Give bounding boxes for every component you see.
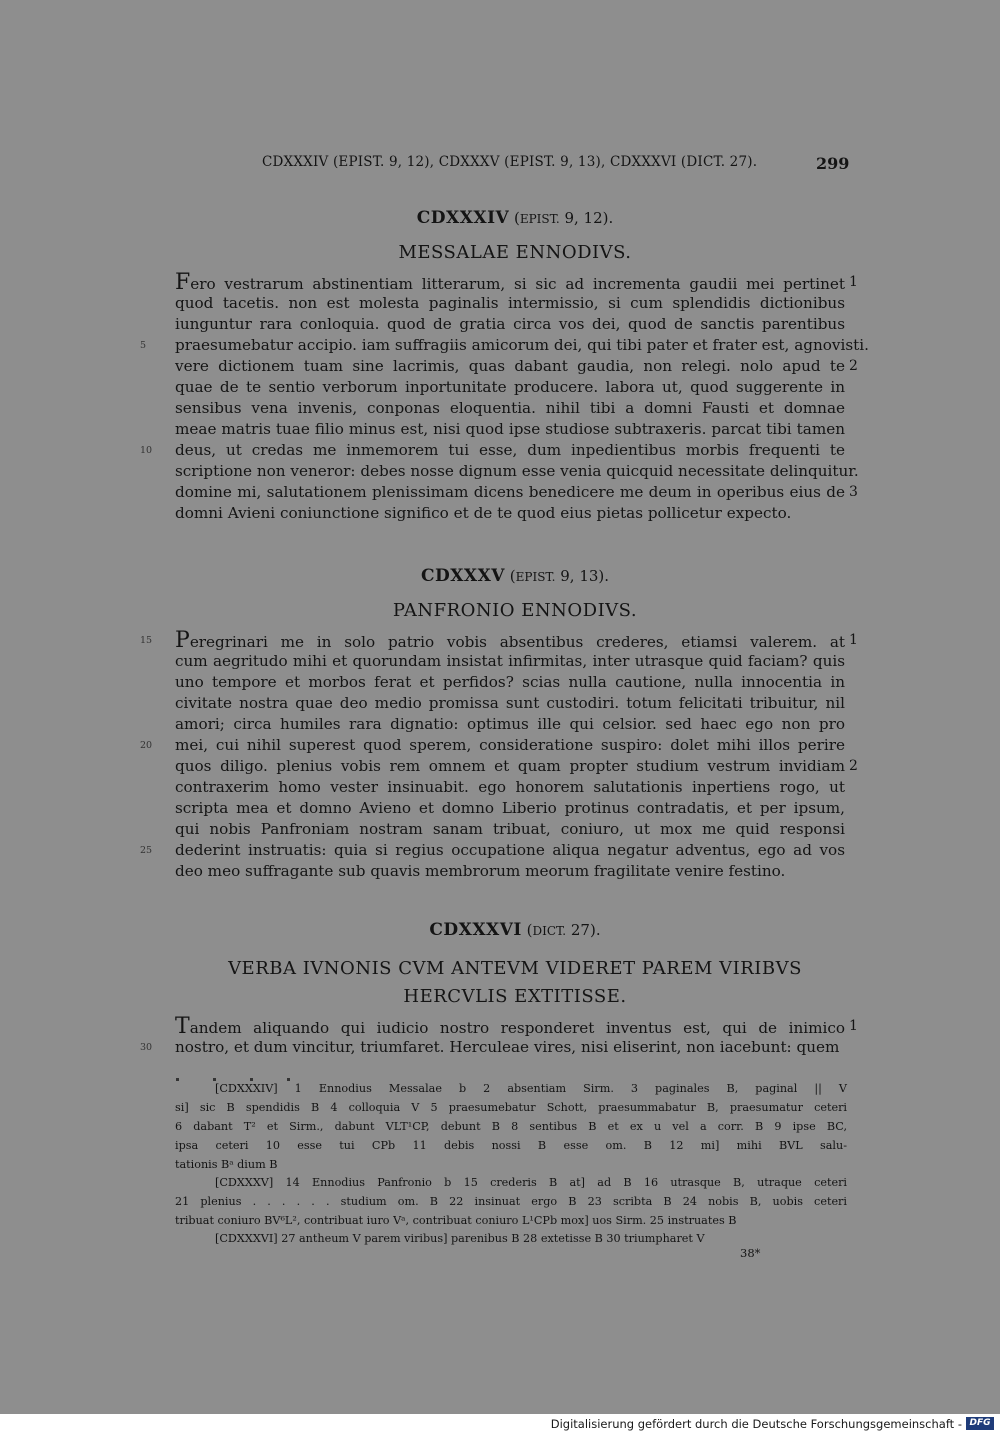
text-line [175,840,845,861]
line-text: domni Avieni coniunctione significo et de te quod eius pietas pollicetur expecto. [175,504,792,522]
paragraph-number: 1 [849,274,858,290]
line-text: civitate nostra quae deo medio promissa sunt custodiri. totum felicitati tribuitur, nil [175,694,845,712]
text-line [175,630,845,651]
line-number: 10 [140,445,153,456]
running-title: CDXXXIV (EPIST. 9, 12), CDXXXV (EPIST. 9, 13), CDXXXVI (DICT. 27). [262,154,758,170]
text-line [175,503,845,524]
section-heading-cdxxxv: CDXXXV (EPIST. 9, 13). [420,566,610,586]
line-number: 30 [140,1042,153,1053]
text-line [175,314,845,335]
text-line [175,377,845,398]
line-text: iunguntur rara conloquia. quod de gratia circa vos dei, quod de sanctis parentibus [175,315,845,333]
footer-bar [0,1414,1000,1434]
line-text: scripta mea et domno Avieno et domno Liberio protinus contradatis, et per ipsum, [175,799,845,817]
section-title: MESSALAE ENNODIVS. [398,242,632,263]
text-line [175,461,859,482]
apparatus-line: ipsa ceteri 10 esse tui CPb 11 debis nossi B esse om. B 12 mi] mihi BVL salu- [175,1139,847,1152]
line-text: dederint instruatis: quia si regius occupatione aliqua negatur adventus, ego ad vos [175,841,845,859]
signature-mark: 38* [740,1246,761,1260]
text-line [175,735,845,756]
line-text: quos diligo. plenius vobis rem omnem et quam propter studium vestrum invidiam [175,757,845,775]
apparatus-line: [CDXXXIV] 1 Ennodius Messalae b 2 absentiam Sirm. 3 paginales B, paginal || V [215,1082,847,1095]
line-text: quae de te sentio verborum inportunitate producere. labora ut, quod suggerente in [175,378,845,396]
text-line [175,482,845,503]
text-line [175,272,845,293]
text-line [175,1016,845,1037]
paragraph-number: 1 [849,632,858,648]
line-number: 15 [140,635,153,646]
line-text: sensibus vena invenis, conponas eloquentia. nihil tibi a domni Fausti et domnae [175,399,845,417]
section-title: PANFRONIO ENNODIVS. [392,600,638,621]
initial-letter: F [175,270,191,295]
text-line [175,756,845,777]
text-line [175,398,845,419]
section-title: VERBA IVNONIS CVM ANTEVM VIDERET PAREM VIRIBVS [228,958,802,979]
line-number: 25 [140,845,153,856]
apparatus-line: 21 plenius . . . . . . studium om. B 22 insinuat ergo B 23 scribta B 24 nobis B, uobis ceteri [175,1195,847,1208]
initial-letter: P [175,628,190,653]
section-number: CDXXXV [420,566,505,586]
initial-letter: T [175,1014,190,1039]
section-title: HERCVLIS EXTITISSE. [403,986,627,1007]
line-text: contraxerim homo vester insinuabit. ego honorem salutationis inpertiens rogo, ut [175,778,845,796]
line-number: 20 [140,740,153,751]
line-text: nostro, et dum vincitur, triumfaret. Herculeae vires, nisi eliserint, non iacebunt: quem [175,1038,840,1056]
line-text: andem aliquando qui iudicio nostro responderet inventus est, qui de inimico [189,1019,845,1037]
line-text: meae matris tuae filio minus est, nisi quod ipse studiose subtraxeris. parcat tibi tamen [175,420,845,438]
text-line [175,293,845,314]
line-text: scriptione non veneror: debes nosse dignum esse venia quicquid necessitate delinquitur. [175,462,859,480]
apparatus-line: si] sic B spendidis B 4 colloquia V 5 praesumebatur Schott, praesummabatur B, praesumatur ceteri [175,1101,847,1114]
line-text: eregrinari me in solo patrio vobis absentibus crederes, etiamsi valerem. at [189,633,845,651]
text-line [175,335,869,356]
text-line [175,356,845,377]
text-line [175,672,845,693]
page-number: 299 [816,154,850,173]
dfg-logo: DFG [966,1417,994,1430]
text-line [175,651,845,672]
section-heading-cdxxxvi: CDXXXVI (DICT. 27). [429,920,601,940]
paragraph-number: 2 [849,358,858,374]
apparatus-line: tribuat coniuro BV⁶L², contribuat iuro Vᵃ, contribuat coniuro L¹CPb mox] uos Sirm. 25 instruates B [175,1214,737,1227]
section-heading-cdxxxiv: CDXXXIV (EPIST. 9, 12). [416,208,614,228]
text-line [175,798,845,819]
footer-credit: Digitalisierung gefördert durch die Deutsche Forschungsgemeinschaft - [550,1417,962,1431]
line-text: uno tempore et morbos ferat et perfidos? scias nulla cautione, nulla innocentia in [175,673,845,691]
text-line [175,861,845,882]
line-text: quod tacetis. non est molesta paginalis intermissio, si cum splendidis dictionibus [175,294,845,312]
text-line [175,693,845,714]
apparatus-line: tationis Bᵃ dium B [175,1158,278,1171]
line-text: vere dictionem tuam sine lacrimis, quas dabant gaudia, non relegi. nolo apud te [175,357,845,375]
apparatus-line: 6 dabant T² et Sirm., dabunt VLT¹CP, debunt B 8 sentibus B et ex u vel a corr. B 9 ipse BC, [175,1120,847,1133]
line-text: deo meo suffragante sub quavis membrorum meorum fragilitate venire festino. [175,862,786,880]
paragraph-number: 3 [849,484,858,500]
line-text: mei, cui nihil superest quod sperem, consideratione suspiro: dolet mihi illos perire [175,736,845,754]
line-text: deus, ut credas me inmemorem tui esse, dum inpedientibus morbis frequenti te [175,441,845,459]
paragraph-number: 1 [849,1018,858,1034]
apparatus-line: [CDXXXVI] 27 antheum V parem viribus] parenibus B 28 extetisse B 30 triumpharet V [215,1232,705,1245]
line-text: cum aegritudo mihi et quorundam insistat infirmitas, inter utrasque quid faciam? quis [175,652,845,670]
section-number: CDXXXVI [429,920,522,940]
line-text: domine mi, salutationem plenissimam dicens benedicere me deum in operibus eius de [175,483,845,501]
line-text: ero vestrarum abstinentiam litterarum, si sic ad incrementa gaudii mei pertinet [190,275,845,293]
text-line [175,1037,845,1058]
paragraph-number: 2 [849,758,858,774]
line-text: praesumebatur accipio. iam suffragiis amicorum dei, qui tibi pater et frater est, agnovisti. [175,336,869,354]
apparatus-line: [CDXXXV] 14 Ennodius Panfronio b 15 crederis B at] ad B 16 utrasque B, utraque ceteri [215,1176,847,1189]
text-line [175,440,845,461]
text-line [175,777,845,798]
line-text: qui nobis Panfroniam nostram sanam tribuat, coniuro, ut mox me quid responsi [175,820,845,838]
line-number: 5 [140,340,147,351]
section-number: CDXXXIV [416,208,510,228]
text-line [175,714,845,735]
line-text: amori; circa humiles rara dignatio: optimus ille qui celsior. sed haec ego non pro [175,715,845,733]
cut-off-line-fragment [176,1066,366,1072]
text-line [175,819,845,840]
text-line [175,419,845,440]
